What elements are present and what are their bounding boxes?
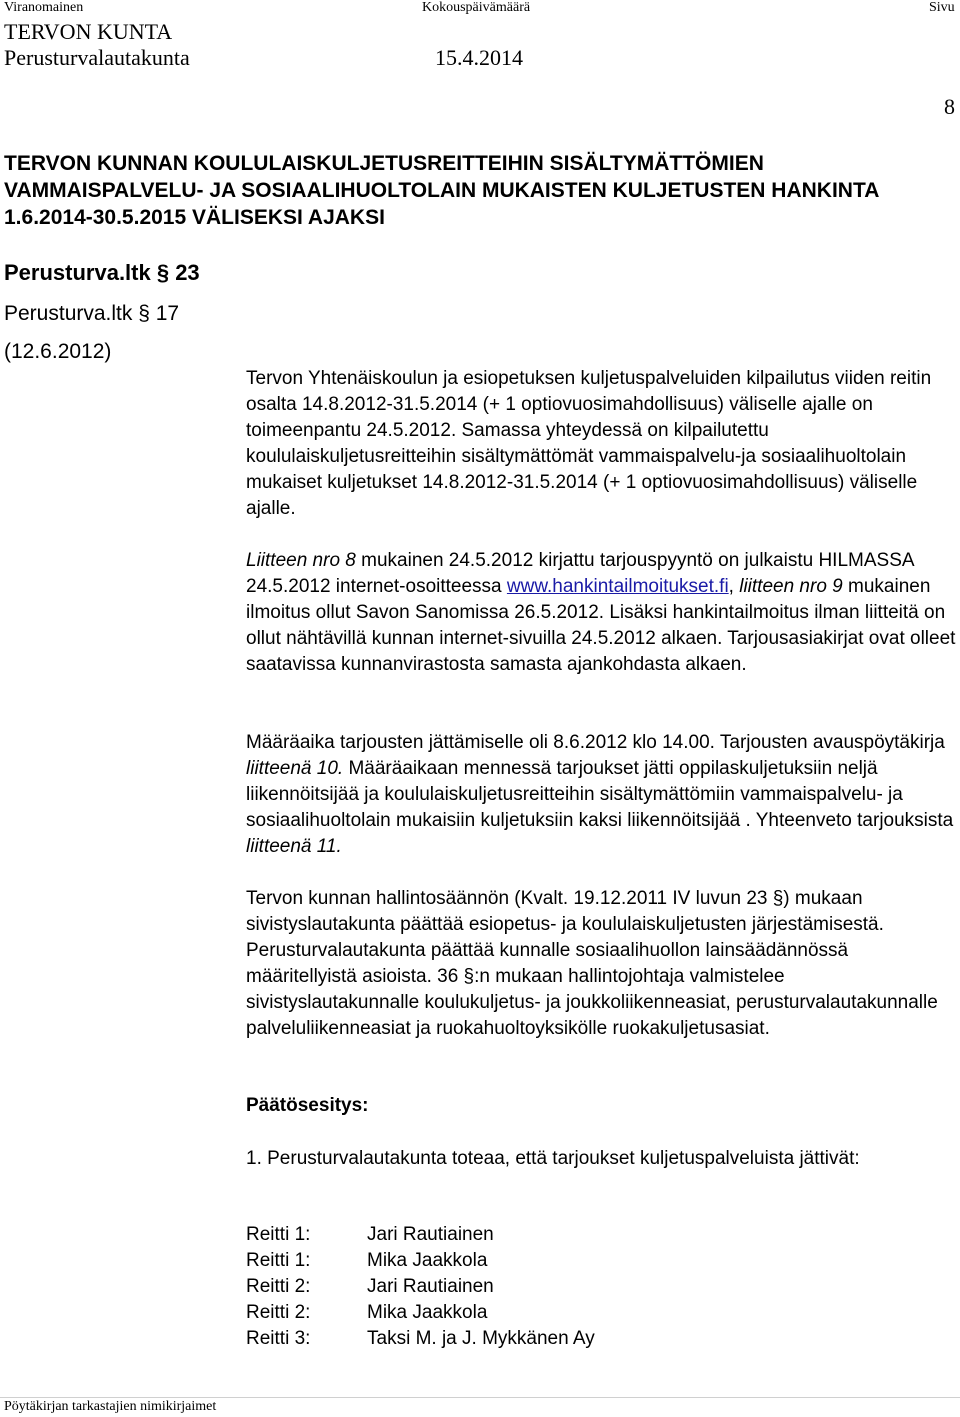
paragraph-announcement bbox=[246, 548, 958, 678]
section-current: Perusturva.ltk § 23 bbox=[4, 260, 200, 285]
attachment-10-ref: liitteenä 10. bbox=[246, 758, 344, 779]
offer-route: Reitti 3: bbox=[246, 1328, 311, 1349]
document-title-line-3: 1.6.2014-30.5.2015 VÄLISEKSI AJAKSI bbox=[4, 206, 385, 229]
paragraph-regulation: Tervon kunnan hallintosäännön (Kvalt. 19.12.2011 IV luvun 23 §) mukaan sivistyslautakunta päättää esiopetus- ja koululaiskuljetusten järjestämisestä. Perusturvalautakunta päättää kunnalle sosiaalihuollon lainsäädännössä määritellyistä asioista. 36 §:n mukaan hallintojohtaja valmistelee sivistyslautakunnalle koulukuljetus- ja joukkoliikenneasiat, perusturvalautakunnalle palveluliikenneasiat ja ruokahuoltoyksikölle ruokakuljetusasiat. bbox=[246, 888, 938, 1039]
header-label-meeting-date: Kokouspäivämäärä bbox=[422, 0, 531, 15]
offer-route: Reitti 2: bbox=[246, 1302, 311, 1323]
footer-initials-label: Pöytäkirjan tarkastajien nimikirjaimet bbox=[4, 1399, 217, 1414]
announcement-text-2: , bbox=[728, 576, 740, 597]
section-previous: Perusturva.ltk § 17 bbox=[4, 302, 180, 325]
header-organisation: TERVON KUNTA bbox=[4, 19, 173, 44]
footer-divider bbox=[0, 1397, 960, 1398]
offer-carrier: Jari Rautiainen bbox=[367, 1224, 494, 1245]
offer-carrier: Mika Jaakkola bbox=[367, 1302, 488, 1323]
paragraph-background: Tervon Yhtenäiskoulun ja esiopetuksen kuljetuspalveluiden kilpailutus viiden reitin osalta 14.8.2012-31.5.2014 (+ 1 optiovuosimahdollisuus) väliselle ajalle on toimeenpantu 24.5.2012. Samassa yhteydessä on kilpailutettu koululaiskuljetusreitteihin sisältymättömät vammaispalvelu-ja sosiaalihuoltolain mukaiset kuljetukset 14.8.2012-31.5.2014 (+ 1 optiovuosimahdollisuus) väliselle ajalle. bbox=[246, 368, 932, 519]
attachment-9-ref: liitteen nro 9 bbox=[739, 576, 843, 597]
offer-route: Reitti 1: bbox=[246, 1250, 311, 1271]
header-body-name: Perusturvalautakunta bbox=[4, 45, 190, 70]
document-title-line-1: TERVON KUNNAN KOULULAISKULJETUSREITTEIHIN SISÄLTYMÄTTÖMIEN bbox=[4, 152, 764, 175]
document-title-line-2: VAMMAISPALVELU- JA SOSIAALIHUOLTOLAIN MUKAISTEN KULJETUSTEN HANKINTA bbox=[4, 179, 880, 202]
decision-title: Päätösesitys: bbox=[246, 1095, 369, 1116]
offer-route: Reitti 1: bbox=[246, 1224, 311, 1245]
header-label-page: Sivu bbox=[929, 0, 955, 15]
section-previous-date: (12.6.2012) bbox=[4, 340, 112, 363]
page-number: 8 bbox=[944, 94, 955, 119]
paragraph-deadline bbox=[246, 730, 958, 860]
offer-route: Reitti 2: bbox=[246, 1276, 311, 1297]
hankintailmoitukset-link[interactable]: www.hankintailmoitukset.fi bbox=[506, 576, 729, 597]
deadline-text-2: Määräaikaan mennessä tarjoukset jätti oppilaskuljetuksiin neljä liikennöitsijää ja koululaiskuljetusreitteihin sisältymättömiin vammaispalvelu- ja sosiaalihuoltolain mukaisiin kuljetuksiin kaksi liikennöitsijää . Yhteenveto tarjouksista bbox=[246, 758, 954, 831]
decision-item-1: 1. Perusturvalautakunta toteaa, että tarjoukset kuljetuspalveluista jättivät: bbox=[246, 1148, 860, 1169]
header-label-organisation-role: Viranomainen bbox=[4, 0, 84, 15]
attachment-11-ref: liitteenä 11. bbox=[246, 836, 342, 857]
offer-carrier: Taksi M. ja J. Mykkänen Ay bbox=[367, 1328, 595, 1349]
announcement-text-3: mukainen ilmoitus ollut Savon Sanomissa 26.5.2012. Lisäksi hankintailmoitus ilman liitteitä on ollut nähtävillä kunnan internet-sivuilla 24.5.2012 alkaen. Tarjousasiakirjat ovat olleet saatavissa kunnanvirastosta samasta ajankohdasta alkaen. bbox=[246, 576, 956, 675]
announcement-text-1: mukainen 24.5.2012 kirjattu tarjouspyyntö on julkaistu HILMASSA 24.5.2012 internet-osoitteessa bbox=[246, 550, 914, 597]
deadline-text-1: Määräaika tarjousten jättämiselle oli 8.6.2012 klo 14.00. Tarjousten avauspöytäkirja bbox=[246, 732, 945, 753]
header-meeting-date: 15.4.2014 bbox=[435, 45, 523, 70]
attachment-8-ref: Liitteen nro 8 bbox=[246, 550, 356, 571]
offer-carrier: Mika Jaakkola bbox=[367, 1250, 488, 1271]
offer-carrier: Jari Rautiainen bbox=[367, 1276, 494, 1297]
